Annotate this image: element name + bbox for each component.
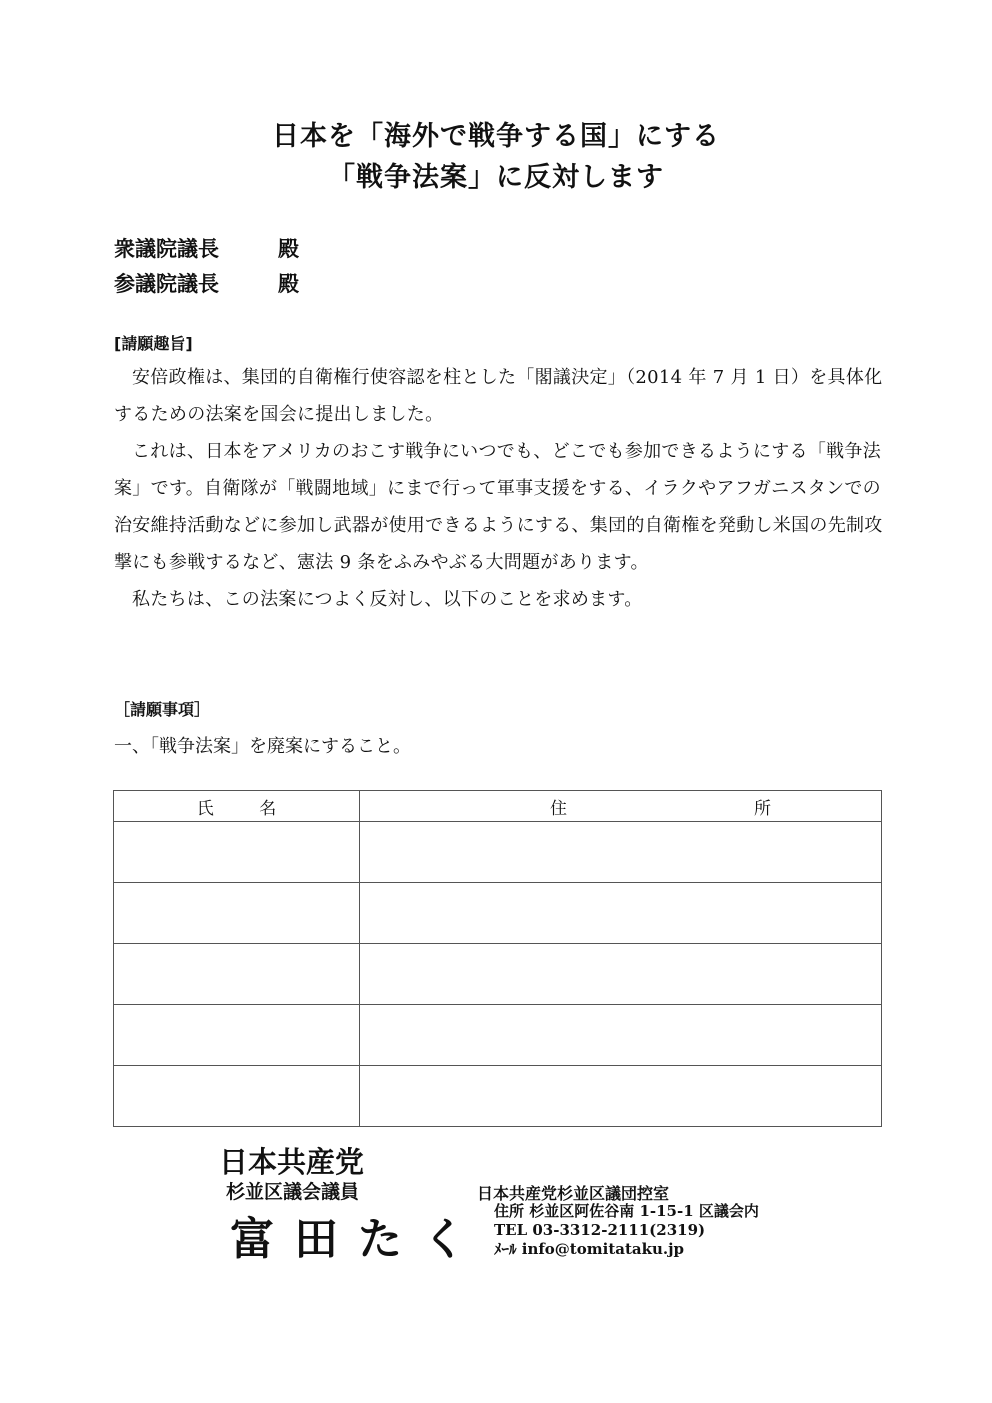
header-name-char: 名: [259, 798, 277, 819]
office-mail-row: [494, 1240, 759, 1259]
header-address-char: 住: [550, 798, 567, 819]
office-address: 住所 杉並区阿佐谷南 1-15-1 区議会内: [494, 1202, 759, 1220]
header-address-char: 所: [754, 798, 771, 819]
purpose-heading: [請願趣旨]: [114, 334, 193, 353]
address-cell[interactable]: [360, 883, 882, 944]
header-address: [360, 791, 882, 822]
office-name: 日本共産党杉並区議団控室: [477, 1184, 670, 1203]
addressee-suffix: 殿: [278, 272, 299, 296]
party-name: 日本共産党: [219, 1145, 365, 1179]
name-cell[interactable]: [114, 944, 360, 1005]
purpose-body: [114, 359, 884, 618]
table-row: [114, 1005, 882, 1066]
request-heading: ［請願事項］: [114, 700, 211, 719]
member-role: 杉並区議会議員: [226, 1181, 360, 1203]
purpose-paragraph: 安倍政権は、集団的自衛権行使容認を柱とした「閣議決定」（2014 年 7 月 1 日）を具体化するための法案を国会に提出しました。: [114, 367, 883, 425]
purpose-paragraph: 私たちは、この法案につよく反対し、以下のことを求めます。: [132, 589, 643, 610]
member-name: 富田たく: [230, 1214, 486, 1265]
purpose-paragraph: これは、日本をアメリカのおこす戦争にいつでも、どこでも参加できるようにする「戦争法案」です。自衛隊が「戦闘地域」にまで行って軍事支援をする、イラクやアフガニスタンでの治安維持活動などに参加し武器が使用できるようにする、集団的自衛権を発動し米国の先制攻撃にも参戦するなど、憲法 9 条をふみやぶる大問題があります。: [114, 441, 883, 573]
office-tel: TEL 03-3312-2111(2319): [494, 1221, 706, 1239]
mail-address: info@tomitataku.jp: [521, 1240, 685, 1258]
table-row: [114, 883, 882, 944]
addressee-name: 参議院議長: [114, 272, 219, 296]
addressee-2: [114, 268, 299, 298]
address-cell[interactable]: [360, 1066, 882, 1127]
mail-label: ﾒｰﾙ: [494, 1240, 517, 1258]
title-line-2: 「戦争法案」に反対します: [328, 162, 664, 193]
table-row: [114, 1066, 882, 1127]
signature-table: [113, 790, 882, 1127]
name-cell[interactable]: [114, 822, 360, 883]
table-row: [114, 944, 882, 1005]
header-name: [114, 791, 360, 822]
contact-block: [494, 1202, 759, 1259]
address-cell[interactable]: [360, 1005, 882, 1066]
addressee-suffix: 殿: [278, 237, 299, 261]
table-row: [114, 822, 882, 883]
address-cell[interactable]: [360, 944, 882, 1005]
request-item: 一、「戦争法案」を廃案にすること。: [114, 736, 411, 757]
addressee-name: 衆議院議長: [114, 237, 219, 261]
header-name-char: 氏: [196, 798, 214, 819]
addressee-1: [114, 233, 299, 263]
name-cell[interactable]: [114, 883, 360, 944]
name-cell[interactable]: [114, 1005, 360, 1066]
title-line-1: 日本を「海外で戦争する国」にする: [272, 121, 720, 152]
address-cell[interactable]: [360, 822, 882, 883]
table-header-row: [114, 791, 882, 822]
name-cell[interactable]: [114, 1066, 360, 1127]
